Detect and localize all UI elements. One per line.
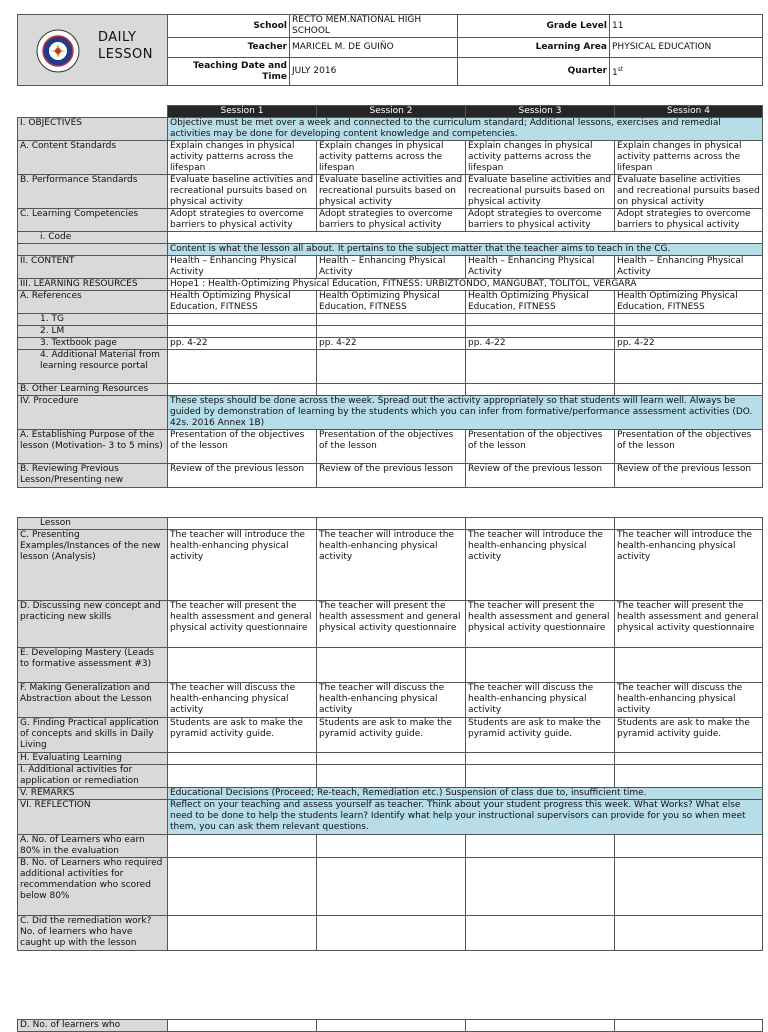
reviewing-cell: Review of the previous lesson: [168, 464, 317, 488]
lm-label: 2. LM: [18, 326, 168, 338]
textbook-label: 3. Textbook page: [18, 338, 168, 350]
reviewing-cell: Review of the previous lesson: [615, 464, 763, 488]
quarter-value: 1st: [610, 58, 763, 86]
discussing-cell: The teacher will present the health assessment and general physical activity questionnaire: [317, 601, 466, 648]
references-cell: Health Optimizing Physical Education, FITNESS: [466, 291, 615, 314]
daily-lesson-title: DAILY LESSON: [98, 30, 153, 62]
code-label: i. Code: [18, 232, 168, 244]
other-resources-label: B. Other Learning Resources: [18, 384, 168, 396]
textbook-cell: pp. 4-22: [317, 338, 466, 350]
content-standards-cell: Explain changes in physical activity patterns across the lifespan: [615, 141, 763, 175]
content-standards-cell: Explain changes in physical activity patterns across the lifespan: [466, 141, 615, 175]
generalization-label: F. Making Generalization and Abstraction about the Lesson: [18, 683, 168, 718]
discussing-cell: The teacher will present the health assessment and general physical activity questionnaire: [615, 601, 763, 648]
presenting-cell: The teacher will introduce the health-enhancing physical activity: [317, 530, 466, 601]
content-cell: Health – Enhancing Physical Activity: [615, 256, 763, 279]
remediation-label: C. Did the remediation work? No. of learners who have caught up with the lesson: [18, 916, 168, 951]
performance-standards-cell: Evaluate baseline activities and recreational pursuits based on physical activity: [466, 175, 615, 209]
content-cell: Health – Enhancing Physical Activity: [317, 256, 466, 279]
generalization-cell: The teacher will discuss the health-enhancing physical activity: [466, 683, 615, 718]
references-cell: Health Optimizing Physical Education, FITNESS: [317, 291, 466, 314]
learning-competencies-label: C. Learning Competencies: [18, 209, 168, 232]
procedure-note: These steps should be done across the week. Spread out the activity appropriately so that students will learn well. Always be guided by demonstration of learning by the students which you can infer from formative/performance assessment activities (DO. 42s. 2016 Annex 1B): [168, 396, 763, 430]
presenting-cell: The teacher will introduce the health-enhancing physical activity: [168, 530, 317, 601]
school-label: School: [168, 15, 290, 38]
content-note: Content is what the lesson all about. It pertains to the subject matter that the teacher aims to teach in the CG.: [168, 244, 763, 256]
lesson-table-3: [17, 1019, 763, 1032]
evaluating-label: H. Evaluating Learning: [18, 753, 168, 765]
performance-standards-label: B. Performance Standards: [18, 175, 168, 209]
content-cell: Health – Enhancing Physical Activity: [168, 256, 317, 279]
learning-competencies-cell: Adopt strategies to overcome barriers to physical activity: [168, 209, 317, 232]
session-header: Session 1: [168, 106, 317, 118]
teacher-value: MARICEL M. DE GUIÑO: [290, 38, 458, 58]
reviewing-cell: Review of the previous lesson: [317, 464, 466, 488]
content-standards-label: A. Content Standards: [18, 141, 168, 175]
quarter-label: Quarter: [458, 58, 610, 86]
reviewing-label: B. Reviewing Previous Lesson/Presenting new: [18, 464, 168, 488]
reviewing-cell: Review of the previous lesson: [466, 464, 615, 488]
lesson-cont-label: Lesson: [18, 518, 168, 530]
remarks-note: Educational Decisions (Proceed; Re-teach, Remediation etc.) Suspension of class due to, insufficient time.: [168, 788, 763, 800]
session-header: Session 3: [466, 106, 615, 118]
references-label: A. References: [18, 291, 168, 314]
learners-d-label: D. No. of learners who: [18, 1020, 168, 1032]
content-standards-cell: Explain changes in physical activity patterns across the lifespan: [168, 141, 317, 175]
tg-label: 1. TG: [18, 314, 168, 326]
textbook-cell: pp. 4-22: [615, 338, 763, 350]
procedure-label: IV. Procedure: [18, 396, 168, 430]
learners-earn-label: A. No. of Learners who earn 80% in the evaluation: [18, 835, 168, 858]
establishing-cell: Presentation of the objectives of the lesson: [168, 430, 317, 464]
learning-competencies-cell: Adopt strategies to overcome barriers to physical activity: [466, 209, 615, 232]
discussing-cell: The teacher will present the health assessment and general physical activity questionnaire: [168, 601, 317, 648]
additional-activities-label: I. Additional activities for application or remediation: [18, 765, 168, 788]
reflection-label: VI. REFLECTION: [18, 800, 168, 835]
learning-competencies-cell: Adopt strategies to overcome barriers to physical activity: [615, 209, 763, 232]
session-header: Session 4: [615, 106, 763, 118]
presenting-cell: The teacher will introduce the health-enhancing physical activity: [466, 530, 615, 601]
lesson-table-1: [17, 105, 763, 488]
content-label: II. CONTENT: [18, 256, 168, 279]
establishing-label: A. Establishing Purpose of the lesson (Motivation- 3 to 5 mins): [18, 430, 168, 464]
presenting-label: C. Presenting Examples/Instances of the new lesson (Analysis): [18, 530, 168, 601]
references-cell: Health Optimizing Physical Education, FITNESS: [615, 291, 763, 314]
objectives-note: Objective must be met over a week and connected to the curriculum standard; Additional lessons, exercises and remedial activities may be done for developing content knowledge and competencies.: [168, 118, 763, 141]
establishing-cell: Presentation of the objectives of the lesson: [615, 430, 763, 464]
establishing-cell: Presentation of the objectives of the lesson: [466, 430, 615, 464]
deped-seal-icon: [36, 29, 80, 73]
practical-label: G. Finding Practical application of concepts and skills in Daily Living: [18, 718, 168, 753]
generalization-cell: The teacher will discuss the health-enhancing physical activity: [168, 683, 317, 718]
presenting-cell: The teacher will introduce the health-enhancing physical activity: [615, 530, 763, 601]
mastery-label: E. Developing Mastery (Leads to formative assessment #3): [18, 648, 168, 683]
discussing-label: D. Discussing new concept and practicing new skills: [18, 601, 168, 648]
session-header: Session 2: [317, 106, 466, 118]
generalization-cell: The teacher will discuss the health-enhancing physical activity: [317, 683, 466, 718]
references-cell: Health Optimizing Physical Education, FITNESS: [168, 291, 317, 314]
performance-standards-cell: Evaluate baseline activities and recreational pursuits based on physical activity: [615, 175, 763, 209]
performance-standards-cell: Evaluate baseline activities and recreational pursuits based on physical activity: [168, 175, 317, 209]
school-value: RECTO MEM.NATIONAL HIGH SCHOOL: [290, 15, 458, 38]
date-value: JULY 2016: [290, 58, 458, 86]
objectives-label: I. OBJECTIVES: [18, 118, 168, 141]
learning-resources-note: Hope1 : Health-Optimizing Physical Education, FITNESS: URBIZTONDO, MANGUBAT, TOLITOL, VERGARA: [168, 279, 763, 291]
reflection-note: Reflect on your teaching and assess yourself as teacher. Think about your student progress this week. What Works? What else need to be done to help the students learn? Identify what help your instructional supervisors can provide for you so when meet them, you can ask them relevant questions.: [168, 800, 763, 835]
performance-standards-cell: Evaluate baseline activities and recreational pursuits based on physical activity: [317, 175, 466, 209]
discussing-cell: The teacher will present the health assessment and general physical activity questionnaire: [466, 601, 615, 648]
textbook-cell: pp. 4-22: [466, 338, 615, 350]
header-table: [17, 14, 763, 86]
practical-cell: Students are ask to make the pyramid activity guide.: [168, 718, 317, 753]
content-cell: Health – Enhancing Physical Activity: [466, 256, 615, 279]
date-label: Teaching Date and Time: [168, 58, 290, 86]
textbook-cell: pp. 4-22: [168, 338, 317, 350]
additional-material-label: 4. Additional Material from learning resource portal: [18, 350, 168, 384]
grade-value: 11: [610, 15, 763, 38]
practical-cell: Students are ask to make the pyramid activity guide.: [466, 718, 615, 753]
establishing-cell: Presentation of the objectives of the lesson: [317, 430, 466, 464]
area-value: PHYSICAL EDUCATION: [610, 38, 763, 58]
area-label: Learning Area: [458, 38, 610, 58]
learning-resources-label: III. LEARNING RESOURCES: [18, 279, 168, 291]
practical-cell: Students are ask to make the pyramid activity guide.: [317, 718, 466, 753]
generalization-cell: The teacher will discuss the health-enhancing physical activity: [615, 683, 763, 718]
learners-additional-label: B. No. of Learners who required additional activities for recommendation who scored below 80%: [18, 858, 168, 916]
grade-label: Grade Level: [458, 15, 610, 38]
content-standards-cell: Explain changes in physical activity patterns across the lifespan: [317, 141, 466, 175]
logo-cell: [18, 15, 168, 86]
practical-cell: Students are ask to make the pyramid activity guide.: [615, 718, 763, 753]
teacher-label: Teacher: [168, 38, 290, 58]
remarks-label: V. REMARKS: [18, 788, 168, 800]
learning-competencies-cell: Adopt strategies to overcome barriers to physical activity: [317, 209, 466, 232]
lesson-table-2: [17, 517, 763, 951]
